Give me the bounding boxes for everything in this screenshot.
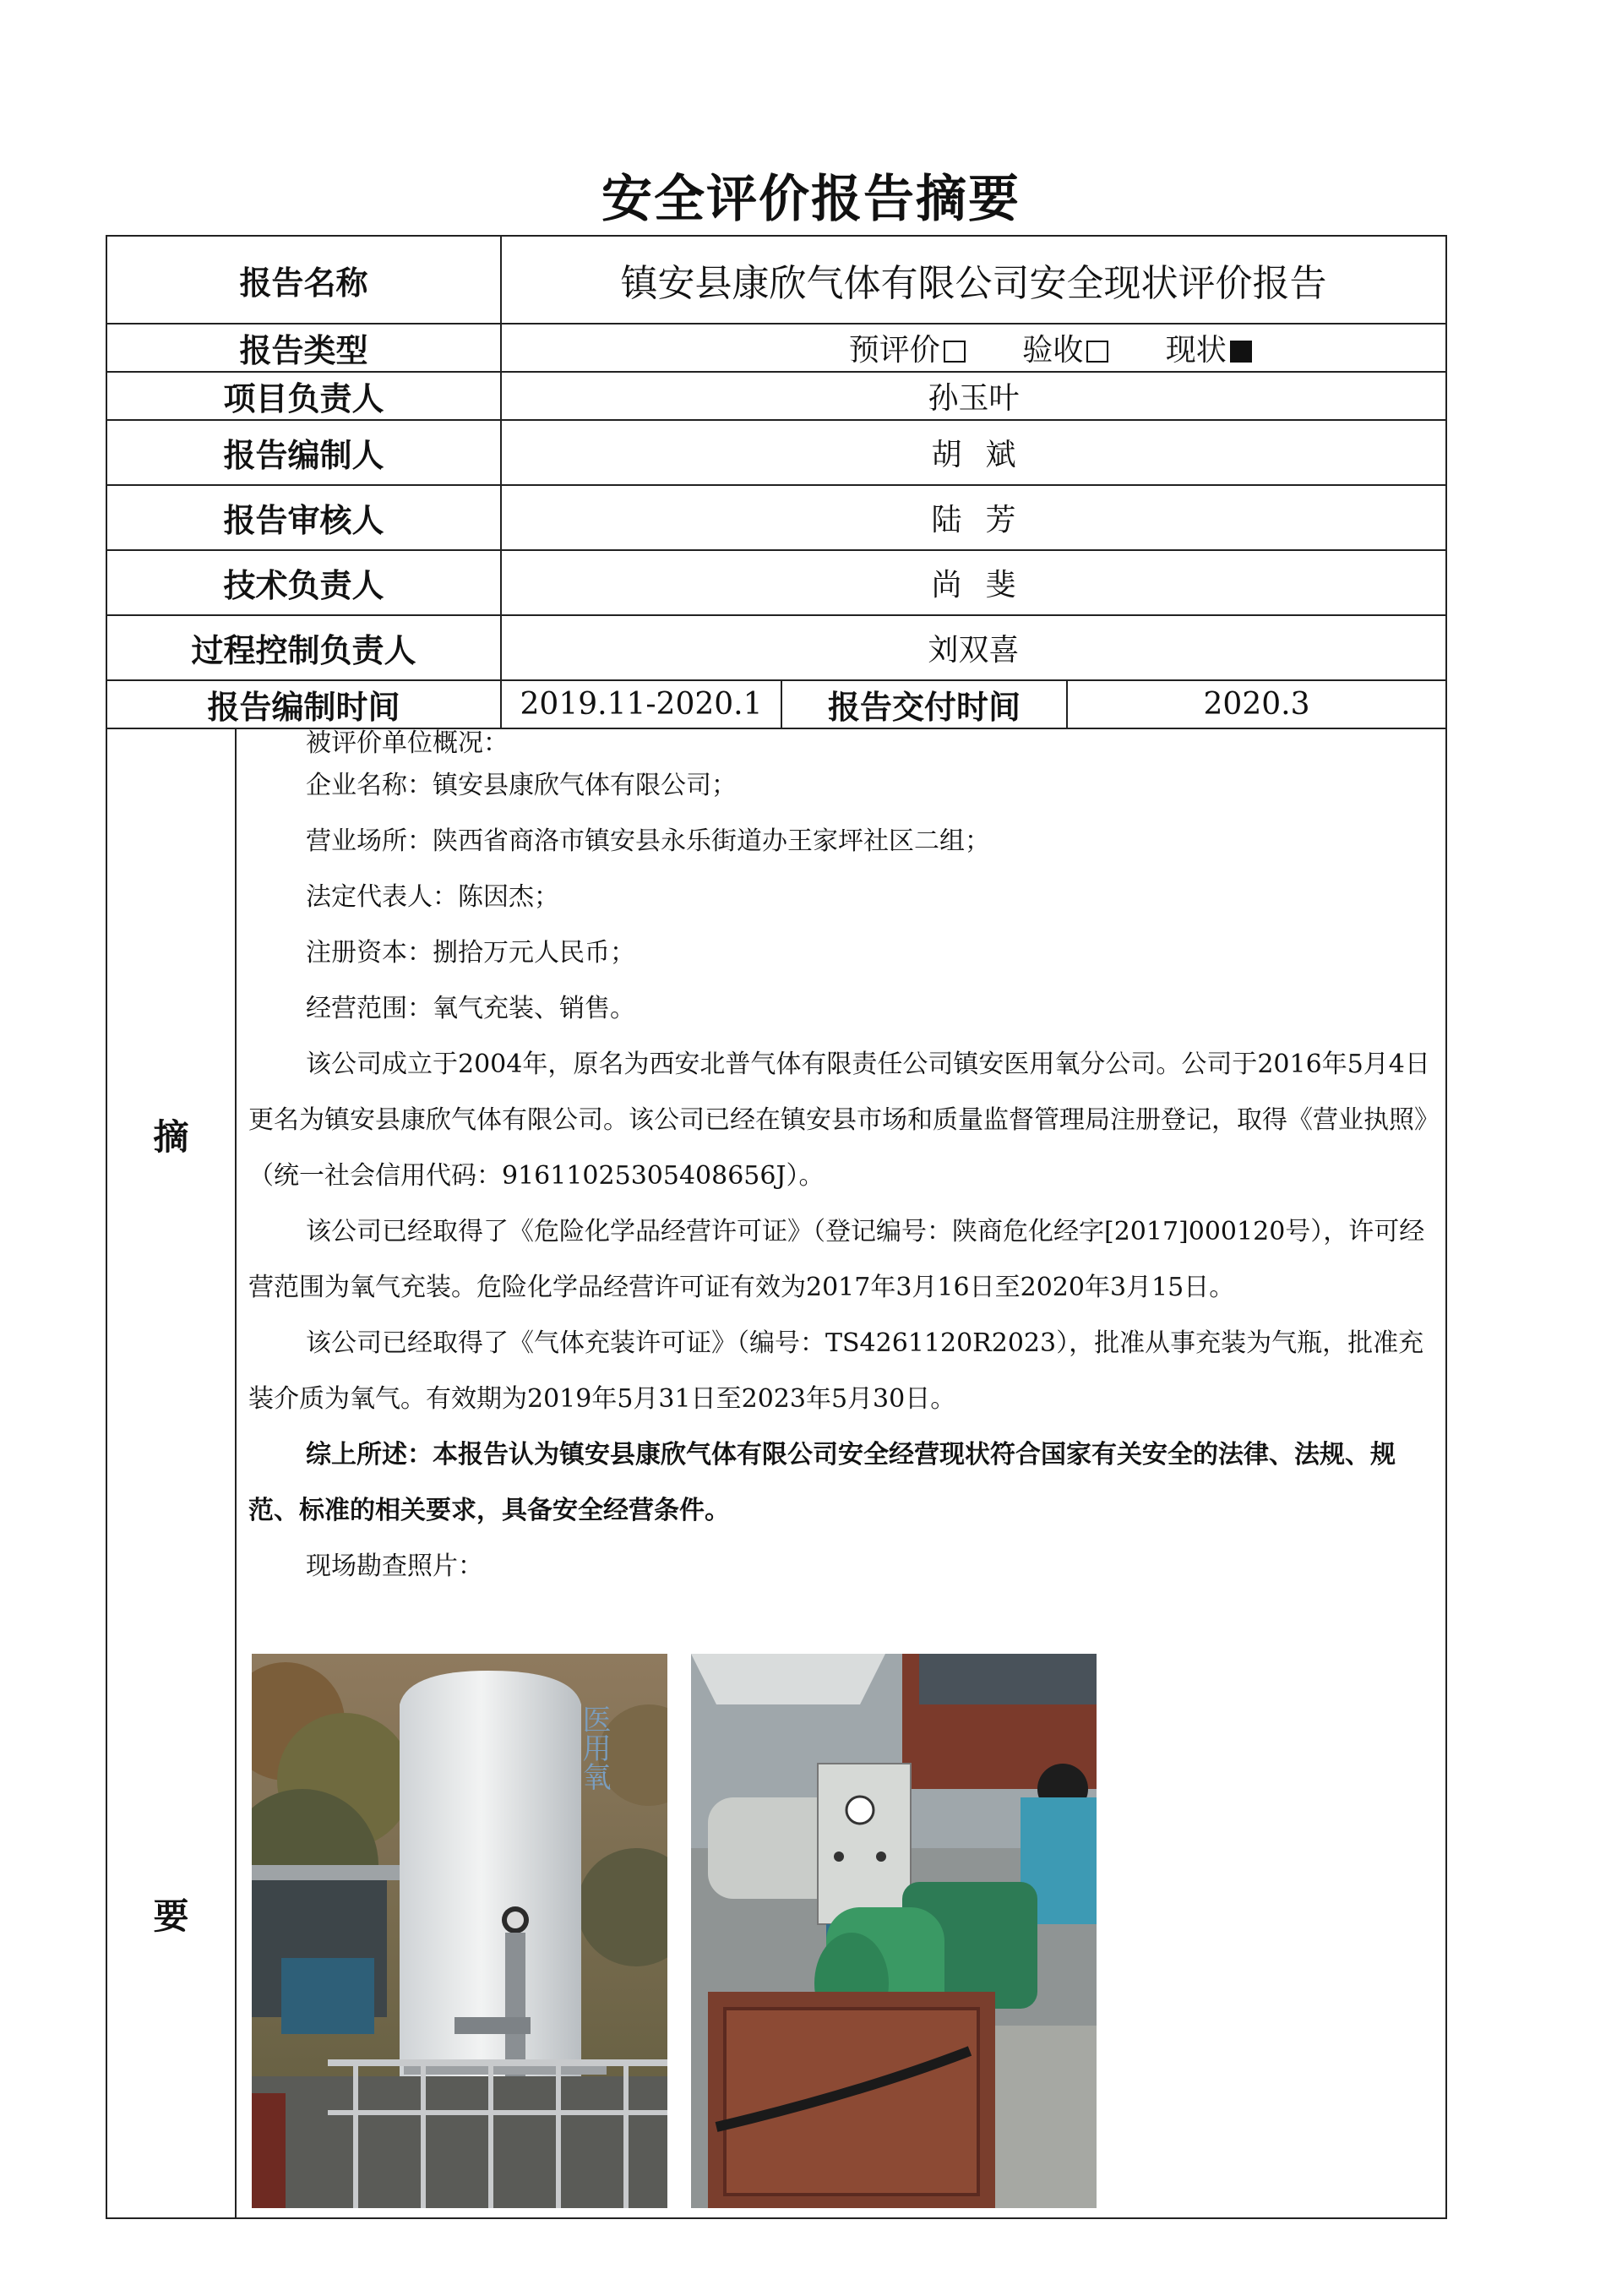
side-label-top: 摘 [153,1116,189,1158]
company-line: 企业名称：镇安县康欣气体有限公司； [306,771,737,800]
paragraph-hazmat-license: 该公司已经取得了《危险化学品经营许可证》（登记编号：陕商危化经字[2017]000120号），许可经营范围为氧气充装。危险化学品经营许可证有效为2017年3月16日至2020年3月15日。 [248,1217,1425,1302]
row-process-lead [106,615,1446,680]
location-line: 营业场所：陕西省商洛市镇安县永乐街道办王家坪社区二组； [306,826,990,856]
summary-table [106,235,1447,2219]
page-title: 安全评价报告摘要 [601,170,1021,229]
process-lead-label: 过程控制负责人 [106,615,501,680]
tech-lead-label: 技术负责人 [106,550,501,615]
report-type-option-pre: 预评价 [849,326,966,369]
photo-pump-unit-image [691,1654,1097,2208]
tech-lead-value: 尚斐 [501,550,1446,615]
scope-line: 经营范围：氧气充装、销售。 [306,994,635,1023]
row-reviewer [106,485,1446,550]
checkbox-pre-icon [944,341,966,363]
compile-time-value: 2019.11-2020.1 [501,680,781,728]
compiler-label: 报告编制人 [106,420,501,485]
reviewer-label: 报告审核人 [106,485,501,550]
checkbox-accept-icon [1086,341,1108,363]
photo-oxygen-tank-image [252,1654,667,2208]
checkbox-status-checked-icon [1230,341,1252,363]
row-compiler [106,420,1446,485]
row-project-lead [106,372,1446,420]
summary-text [237,729,1445,1595]
project-lead-label: 项目负责人 [106,372,501,420]
delivery-time-value: 2020.3 [1067,680,1446,728]
photo-oxygen-tank [252,1654,667,2208]
compile-time-label: 报告编制时间 [106,680,501,728]
process-lead-value: 刘双喜 [501,615,1446,680]
overview-heading: 被评价单位概况： [306,728,509,758]
row-report-type [106,324,1446,372]
report-name-value: 镇安县康欣气体有限公司安全现状评价报告 [501,236,1446,324]
tank-label-text: 医用氧 [577,1704,611,1791]
side-label-bottom: 要 [153,1895,189,1937]
row-summary [106,728,1446,2218]
project-lead-value: 孙玉叶 [501,372,1446,420]
report-name-label: 报告名称 [106,236,501,324]
row-times [106,680,1446,728]
legal-rep-line: 法定代表人：陈因杰； [306,882,559,912]
paragraph-conclusion: 综上所述：本报告认为镇安县康欣气体有限公司安全经营现状符合国家有关安全的法律、法规、规范、标准的相关要求，具备安全经营条件。 [248,1440,1396,1525]
paragraph-founding: 该公司成立于2004年，原名为西安北普气体有限责任公司镇安医用氧分公司。公司于2016年5月4日更名为镇安县康欣气体有限公司。该公司已经在镇安县市场和质量监督管理局注册登记，取得《营业执照》（统一社会信用代码：91611025305408656J）。 [248,1050,1430,1191]
paragraph-filling-license: 该公司已经取得了《气体充装许可证》（编号：TS4261120R2023），批准从事充装为气瓶，批准充装介质为氧气。有效期为2019年5月31日至2023年5月30日。 [248,1328,1424,1414]
row-report-name [106,236,1446,324]
reviewer-value: 陆芳 [501,485,1446,550]
capital-line: 注册资本：捌拾万元人民币； [306,938,635,968]
report-type-label: 报告类型 [106,324,501,372]
report-type-value [501,324,1446,372]
summary-side-label [106,728,236,2218]
report-type-option-accept: 验收 [1022,326,1108,369]
site-photos [252,1654,1097,2208]
delivery-time-label: 报告交付时间 [781,680,1067,728]
report-type-option-status: 现状 [1166,326,1252,369]
row-tech-lead [106,550,1446,615]
compiler-value: 胡斌 [501,420,1446,485]
photos-heading: 现场勘查照片： [306,1552,483,1581]
photo-pump-unit [691,1654,1097,2208]
summary-content [236,728,1446,2218]
